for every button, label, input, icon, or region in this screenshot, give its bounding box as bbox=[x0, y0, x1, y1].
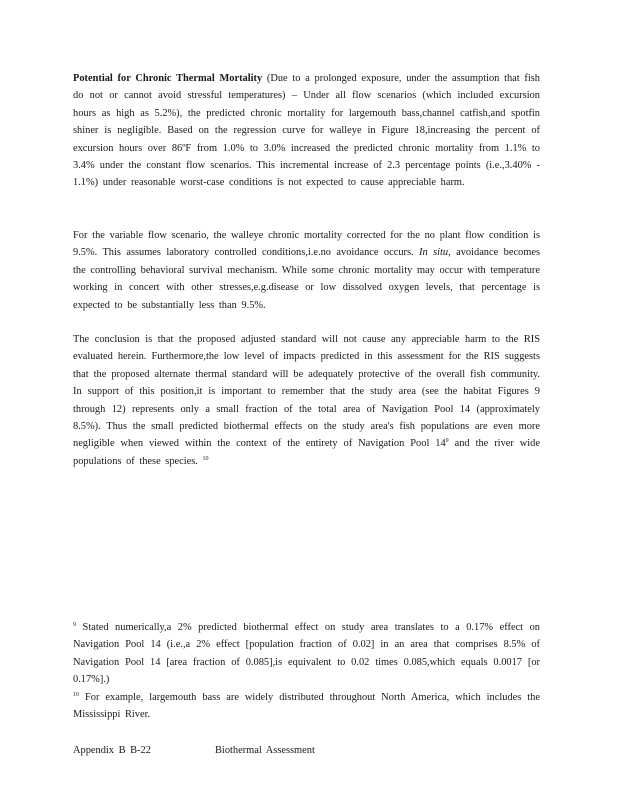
footnote-10 bbox=[73, 689, 540, 724]
footnote-9 bbox=[73, 619, 540, 689]
paragraph-chronic-mortality bbox=[73, 70, 540, 192]
paragraph-text: The conclusion is that the proposed adjusted standard will not cause any appreciable harm to the RIS evaluated herein. Furthermore,the low level of impacts predicted in this assessment for the RIS suggests that the proposed alternate thermal standard will be adequately protective of the overall fish community. In support of this position,it is important to remember that the study area (see the habitat Figures 9 through 12) represents only a small fraction of the total area of Navigation Pool 14 (approximately 8.5%). Thus the small predicted biothermal effects on the study area's fish populations are even more negligible when viewed within the context of the entirety of Navigation Pool 14 bbox=[73, 334, 540, 450]
paragraph-text: (Due to a prolonged exposure, under the assumption that fish do not or cannot avoid stressful temperatures) – Under all flow scenarios (which included excursion hours as high as 5.2%), the predicted chronic mortality for largemouth bass,channel catfish,and spotfin shiner is negligible. Based on the regression curve for walleye in Figure 18,increasing the percent of excursion hours over 86ºF from 1.0% to 3.0% increased the predicted chronic mortality from 1.1% to 3.4% under the constant flow scenarios. This incremental increase of 2.3 percentage points (i.e.,3.40% - 1.1%) under reasonable worst-case conditions is not expected to cause appreciable harm. bbox=[73, 73, 540, 189]
footnotes bbox=[73, 619, 540, 723]
footnote-ref-10: 10 bbox=[202, 455, 209, 462]
paragraph-text: For the variable flow scenario, the walleye chronic mortality corrected for the no plant flow condition is 9.5%. This assumes laboratory controlled conditions,i.e.no avoidance occurs. bbox=[73, 230, 540, 259]
paragraph-conclusion bbox=[73, 331, 540, 470]
paragraph-text: , avoidance becomes the controlling behavioral survival mechanism. While some chronic mortality may occur with temperature working in concert with other stresses,e.g.disease or low dissolved oxygen levels, that percentage is expected to be substantially less than 9.5%. bbox=[73, 247, 540, 311]
italic-term: In situ bbox=[419, 247, 449, 259]
footnote-text: For example, largemouth bass are widely distributed throughout North America, which includes the Mississippi River. bbox=[73, 691, 540, 721]
section-heading: Potential for Chronic Thermal Mortality bbox=[73, 73, 263, 84]
paragraph-variable-flow bbox=[73, 227, 540, 314]
footnote-marker: 10 bbox=[73, 691, 79, 698]
footnote-text: Stated numerically,a 2% predicted biothermal effect on study area translates to a 0.17% effect on Navigation Pool 14 (i.e.,a 2% effect [population fraction of 0.02] in an area that comprises 8.5% of Navigation Pool 14 [area fraction of 0.085],is equivalent to 0.02 times 0.085,which equals 0.0017 [or 0.17%].) bbox=[73, 622, 540, 686]
paragraph-text: and the river wide populations of these species. bbox=[73, 438, 540, 467]
footer-page-number: Appendix B B-22 bbox=[73, 745, 151, 756]
footnote-ref-9: 9 bbox=[445, 438, 449, 445]
page-footer bbox=[73, 742, 315, 759]
footer-section-title: Biothermal Assessment bbox=[215, 745, 315, 756]
footnote-marker: 9 bbox=[73, 622, 76, 628]
